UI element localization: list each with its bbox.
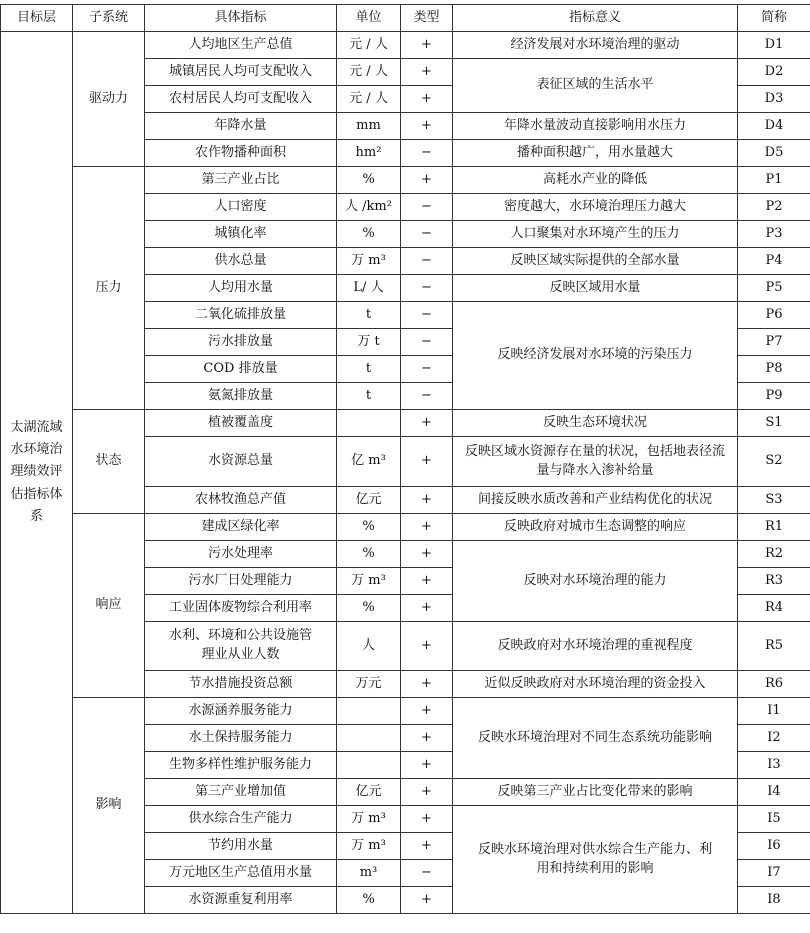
meaning-cell: 反映水环境治理对供水综合生产能力、利用和持续利用的影响 xyxy=(453,806,738,914)
code-cell: I4 xyxy=(738,779,810,806)
code-cell: P5 xyxy=(738,275,810,302)
type-cell: + xyxy=(401,514,453,541)
type-cell: + xyxy=(401,437,453,487)
unit-cell: 万元 xyxy=(337,671,401,698)
header-meaning: 指标意义 xyxy=(453,5,738,32)
subsystem-cell: 压力 xyxy=(73,167,145,410)
type-cell: − xyxy=(401,140,453,167)
unit-cell: t xyxy=(337,302,401,329)
table-row xyxy=(1,514,810,541)
code-cell: D4 xyxy=(738,113,810,140)
indicator-cell: 工业固体废物综合利用率 xyxy=(145,595,337,622)
meaning-cell: 反映水环境治理对不同生态系统功能影响 xyxy=(453,698,738,779)
meaning-cell: 人口聚集对水环境产生的压力 xyxy=(453,221,738,248)
type-cell: − xyxy=(401,275,453,302)
type-cell: − xyxy=(401,248,453,275)
type-cell: − xyxy=(401,221,453,248)
meaning-cell: 高耗水产业的降低 xyxy=(453,167,738,194)
indicator-cell: 人均用水量 xyxy=(145,275,337,302)
unit-cell: 人 /km² xyxy=(337,194,401,221)
type-cell: + xyxy=(401,487,453,514)
indicator-cell: 人均地区生产总值 xyxy=(145,32,337,59)
code-cell: S1 xyxy=(738,410,810,437)
table-row xyxy=(1,32,810,59)
meaning-cell: 间接反映水质改善和产业结构优化的状况 xyxy=(453,487,738,514)
code-cell: P8 xyxy=(738,356,810,383)
unit-cell: 万 m³ xyxy=(337,833,401,860)
code-cell: D1 xyxy=(738,32,810,59)
type-cell: + xyxy=(401,113,453,140)
indicator-cell: 农林牧渔总产值 xyxy=(145,487,337,514)
code-cell: D3 xyxy=(738,86,810,113)
meaning-cell: 反映区域水资源存在量的状况，包括地表径流量与降水入渗补给量 xyxy=(453,437,738,487)
table-row xyxy=(1,410,810,437)
code-cell: P3 xyxy=(738,221,810,248)
unit-cell: m³ xyxy=(337,860,401,887)
code-cell: P4 xyxy=(738,248,810,275)
meaning-cell: 反映对水环境治理的能力 xyxy=(453,541,738,622)
header-indicator: 具体指标 xyxy=(145,5,337,32)
header-code: 简称 xyxy=(738,5,810,32)
type-cell: + xyxy=(401,167,453,194)
indicator-cell: 节约用水量 xyxy=(145,833,337,860)
unit-cell: t xyxy=(337,383,401,410)
type-cell: + xyxy=(401,698,453,725)
header-type: 类型 xyxy=(401,5,453,32)
unit-cell: 元 / 人 xyxy=(337,86,401,113)
unit-cell xyxy=(337,698,401,725)
indicator-cell: 污水处理率 xyxy=(145,541,337,568)
type-cell: − xyxy=(401,860,453,887)
type-cell: − xyxy=(401,356,453,383)
type-cell: + xyxy=(401,541,453,568)
indicator-cell: 农作物播种面积 xyxy=(145,140,337,167)
unit-cell: 万 t xyxy=(337,329,401,356)
unit-cell: L/ 人 xyxy=(337,275,401,302)
type-cell: + xyxy=(401,752,453,779)
indicator-cell: 水土保持服务能力 xyxy=(145,725,337,752)
code-cell: I1 xyxy=(738,698,810,725)
indicator-cell: 万元地区生产总值用水量 xyxy=(145,860,337,887)
type-cell: − xyxy=(401,383,453,410)
indicator-cell: 节水措施投资总额 xyxy=(145,671,337,698)
indicator-cell: 水利、环境和公共设施管理业从业人数 xyxy=(145,622,337,671)
type-cell: + xyxy=(401,806,453,833)
indicator-cell: 第三产业增加值 xyxy=(145,779,337,806)
type-cell: − xyxy=(401,194,453,221)
code-cell: R6 xyxy=(738,671,810,698)
unit-cell: 亿元 xyxy=(337,487,401,514)
indicator-cell: 第三产业占比 xyxy=(145,167,337,194)
unit-cell: 元 / 人 xyxy=(337,32,401,59)
unit-cell: % xyxy=(337,167,401,194)
code-cell: P6 xyxy=(738,302,810,329)
type-cell: + xyxy=(401,622,453,671)
unit-cell: % xyxy=(337,887,401,914)
subsystem-cell: 响应 xyxy=(73,514,145,698)
meaning-cell: 反映第三产业占比变化带来的影响 xyxy=(453,779,738,806)
indicator-cell: 二氧化硫排放量 xyxy=(145,302,337,329)
type-cell: + xyxy=(401,671,453,698)
type-cell: − xyxy=(401,302,453,329)
unit-cell: hm² xyxy=(337,140,401,167)
unit-cell: % xyxy=(337,595,401,622)
type-cell: + xyxy=(401,32,453,59)
unit-cell: % xyxy=(337,221,401,248)
subsystem-cell: 驱动力 xyxy=(73,32,145,167)
indicator-cell: 生物多样性维护服务能力 xyxy=(145,752,337,779)
code-cell: R5 xyxy=(738,622,810,671)
indicator-cell: 农村居民人均可支配收入 xyxy=(145,86,337,113)
code-cell: I3 xyxy=(738,752,810,779)
indicator-cell: 水源涵养服务能力 xyxy=(145,698,337,725)
code-cell: P7 xyxy=(738,329,810,356)
code-cell: P1 xyxy=(738,167,810,194)
unit-cell xyxy=(337,752,401,779)
code-cell: R2 xyxy=(738,541,810,568)
type-cell: + xyxy=(401,59,453,86)
unit-cell: t xyxy=(337,356,401,383)
code-cell: I7 xyxy=(738,860,810,887)
meaning-cell: 密度越大，水环境治理压力越大 xyxy=(453,194,738,221)
meaning-cell: 表征区域的生活水平 xyxy=(453,59,738,113)
unit-cell xyxy=(337,410,401,437)
type-cell: + xyxy=(401,725,453,752)
type-cell: + xyxy=(401,833,453,860)
indicator-cell: 污水排放量 xyxy=(145,329,337,356)
unit-cell xyxy=(337,725,401,752)
unit-cell: 亿 m³ xyxy=(337,437,401,487)
indicator-cell: 人口密度 xyxy=(145,194,337,221)
code-cell: R3 xyxy=(738,568,810,595)
code-cell: S2 xyxy=(738,437,810,487)
indicator-cell: 年降水量 xyxy=(145,113,337,140)
indicator-cell: 建成区绿化率 xyxy=(145,514,337,541)
code-cell: R1 xyxy=(738,514,810,541)
meaning-cell: 近似反映政府对水环境治理的资金投入 xyxy=(453,671,738,698)
code-cell: D5 xyxy=(738,140,810,167)
type-cell: − xyxy=(401,329,453,356)
unit-cell: % xyxy=(337,514,401,541)
code-cell: I5 xyxy=(738,806,810,833)
header-unit: 单位 xyxy=(337,5,401,32)
type-cell: + xyxy=(401,887,453,914)
unit-cell: 万 m³ xyxy=(337,248,401,275)
code-cell: S3 xyxy=(738,487,810,514)
meaning-cell: 反映生态环境状况 xyxy=(453,410,738,437)
type-cell: + xyxy=(401,779,453,806)
meaning-cell: 反映区域实际提供的全部水量 xyxy=(453,248,738,275)
table-row xyxy=(1,167,810,194)
unit-cell: 人 xyxy=(337,622,401,671)
indicator-cell: 城镇居民人均可支配收入 xyxy=(145,59,337,86)
table-row xyxy=(1,698,810,725)
meaning-cell: 反映经济发展对水环境的污染压力 xyxy=(453,302,738,410)
type-cell: + xyxy=(401,410,453,437)
type-cell: + xyxy=(401,86,453,113)
code-cell: I6 xyxy=(738,833,810,860)
code-cell: I8 xyxy=(738,887,810,914)
meaning-cell: 经济发展对水环境治理的驱动 xyxy=(453,32,738,59)
code-cell: R4 xyxy=(738,595,810,622)
subsystem-cell: 影响 xyxy=(73,698,145,914)
unit-cell: 万 m³ xyxy=(337,806,401,833)
indicator-cell: 供水综合生产能力 xyxy=(145,806,337,833)
indicator-cell: 污水厂日处理能力 xyxy=(145,568,337,595)
indicator-cell: COD 排放量 xyxy=(145,356,337,383)
code-cell: D2 xyxy=(738,59,810,86)
unit-cell: 亿元 xyxy=(337,779,401,806)
indicator-system-table xyxy=(0,4,810,914)
unit-cell: mm xyxy=(337,113,401,140)
indicator-cell: 供水总量 xyxy=(145,248,337,275)
unit-cell: % xyxy=(337,541,401,568)
meaning-cell: 年降水量波动直接影响用水压力 xyxy=(453,113,738,140)
unit-cell: 万 m³ xyxy=(337,568,401,595)
header-goal-layer: 目标层 xyxy=(1,5,73,32)
goal-layer-cell: 太湖流域水环境治理绩效评估指标体系 xyxy=(1,32,73,914)
subsystem-cell: 状态 xyxy=(73,410,145,514)
meaning-cell: 反映政府对城市生态调整的响应 xyxy=(453,514,738,541)
unit-cell: 元 / 人 xyxy=(337,59,401,86)
indicator-cell: 氨氮排放量 xyxy=(145,383,337,410)
code-cell: P2 xyxy=(738,194,810,221)
indicator-cell: 水资源重复利用率 xyxy=(145,887,337,914)
type-cell: + xyxy=(401,568,453,595)
header-row xyxy=(1,5,810,32)
meaning-cell: 反映政府对水环境治理的重视程度 xyxy=(453,622,738,671)
type-cell: + xyxy=(401,595,453,622)
code-cell: P9 xyxy=(738,383,810,410)
header-subsystem: 子系统 xyxy=(73,5,145,32)
indicator-cell: 城镇化率 xyxy=(145,221,337,248)
meaning-cell: 播种面积越广，用水量越大 xyxy=(453,140,738,167)
code-cell: I2 xyxy=(738,725,810,752)
meaning-cell: 反映区域用水量 xyxy=(453,275,738,302)
indicator-cell: 水资源总量 xyxy=(145,437,337,487)
indicator-cell: 植被覆盖度 xyxy=(145,410,337,437)
